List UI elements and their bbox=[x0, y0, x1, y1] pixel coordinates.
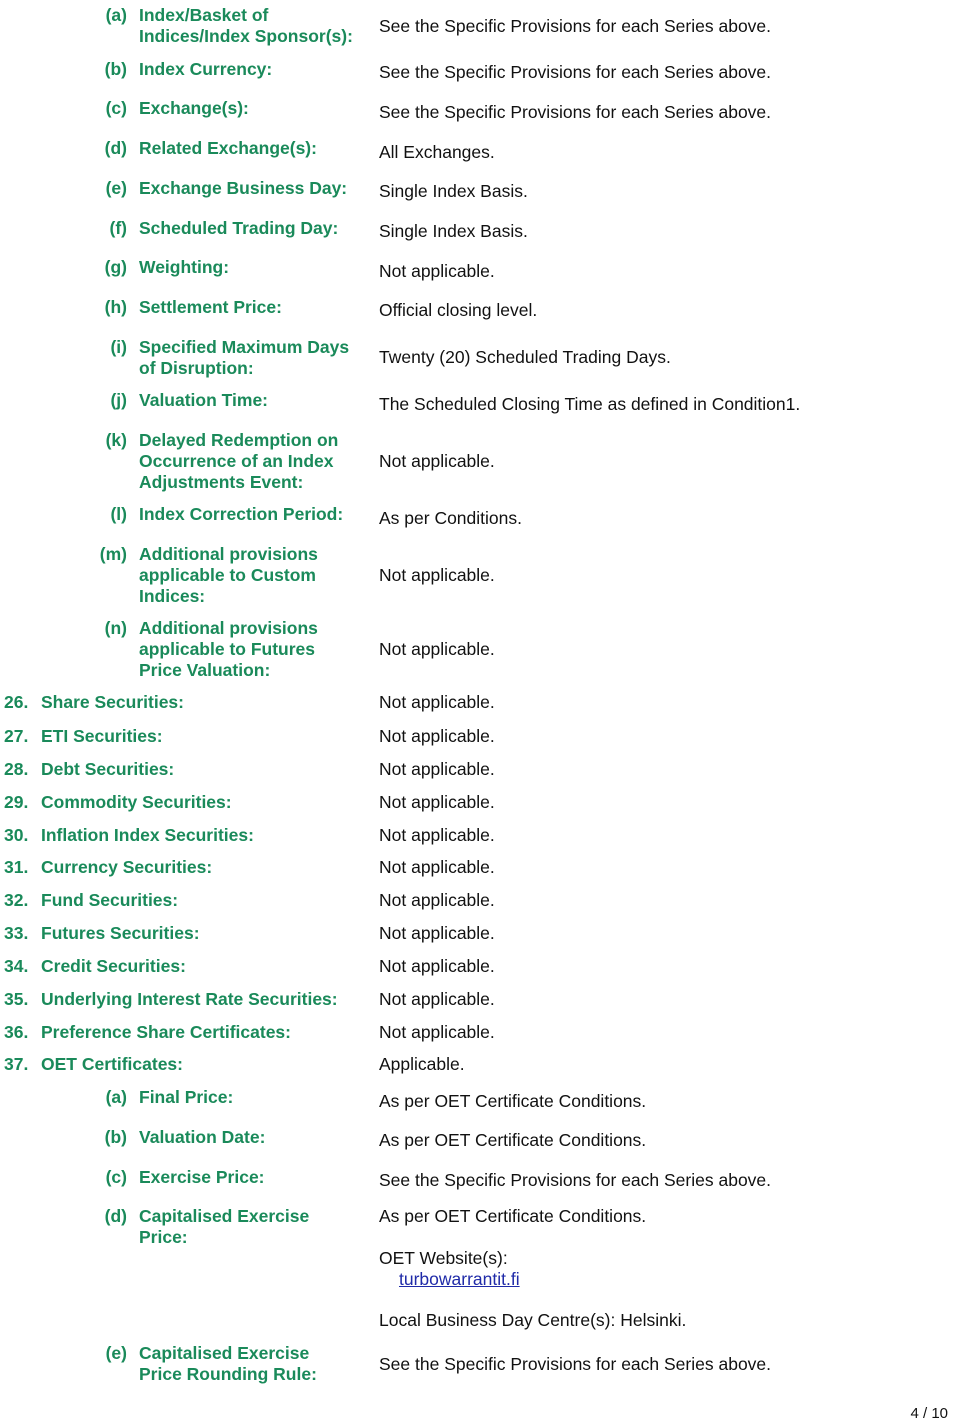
item-letter: (d) bbox=[104, 1206, 127, 1226]
item-value: Not applicable. bbox=[379, 857, 495, 877]
item-value: Not applicable. bbox=[379, 692, 495, 712]
item-value: Not applicable. bbox=[379, 639, 495, 659]
item-value: Single Index Basis. bbox=[379, 181, 528, 201]
item-value: See the Specific Provisions for each Series above. bbox=[379, 62, 772, 82]
item-value: See the Specific Provisions for each Series above. bbox=[379, 1170, 772, 1190]
item-letter: (j) bbox=[110, 390, 127, 410]
page-number: 4 / 10 bbox=[910, 1405, 948, 1422]
item-label: Settlement Price: bbox=[139, 297, 282, 317]
item-value: Not applicable. bbox=[379, 261, 495, 281]
item-label: Share Securities: bbox=[41, 692, 184, 712]
item-letter: (l) bbox=[110, 504, 127, 524]
item-letter: (k) bbox=[105, 430, 127, 450]
item-number: 33. bbox=[4, 923, 29, 943]
item-value: The Scheduled Closing Time as defined in Condition1. bbox=[379, 394, 801, 414]
item-letter: (a) bbox=[105, 5, 127, 25]
item-value: Twenty (20) Scheduled Trading Days. bbox=[379, 347, 671, 367]
item-label: Scheduled Trading Day: bbox=[139, 218, 339, 238]
item-label: Underlying Interest Rate Securities: bbox=[41, 989, 338, 1009]
item-letter: (a) bbox=[105, 1087, 127, 1107]
oet-website-label: OET Website(s): bbox=[379, 1248, 508, 1268]
item-value: See the Specific Provisions for each Series above. bbox=[379, 16, 772, 36]
item-value: As per OET Certificate Conditions. bbox=[379, 1130, 647, 1150]
item-value: As per OET Certificate Conditions. bbox=[379, 1091, 647, 1111]
item-label: Valuation Time: bbox=[139, 390, 269, 410]
item-label: Debt Securities: bbox=[41, 759, 175, 779]
item-label: Fund Securities: bbox=[41, 890, 179, 910]
item-label: ETI Securities: bbox=[41, 726, 163, 746]
item-label: Index/Basket of Indices/Index Sponsor(s): bbox=[139, 5, 353, 46]
item-label: Final Price: bbox=[139, 1087, 234, 1107]
item-number: 26. bbox=[4, 692, 29, 712]
item-number: 32. bbox=[4, 890, 29, 910]
item-letter: (b) bbox=[104, 1127, 127, 1147]
item-letter: (i) bbox=[110, 337, 127, 357]
item-label: Index Correction Period: bbox=[139, 504, 344, 524]
item-label: Inflation Index Securities: bbox=[41, 825, 254, 845]
item-label: Index Currency: bbox=[139, 59, 273, 79]
item-letter: (n) bbox=[104, 618, 127, 638]
item-letter: (e) bbox=[105, 178, 127, 198]
item-number: 35. bbox=[4, 989, 29, 1009]
local-business-day: Local Business Day Centre(s): Helsinki. bbox=[379, 1310, 687, 1330]
item-label: Specified Maximum Days of Disruption: bbox=[139, 337, 350, 378]
item-number: 34. bbox=[4, 956, 29, 976]
item-label: Additional provisions applicable to Futures Price Valuation: bbox=[139, 618, 318, 680]
item-letter: (h) bbox=[104, 297, 127, 317]
item-value: Not applicable. bbox=[379, 956, 495, 976]
item-value: Not applicable. bbox=[379, 989, 495, 1009]
item-label: Currency Securities: bbox=[41, 857, 213, 877]
item-value: Not applicable. bbox=[379, 890, 495, 910]
item-label: Preference Share Certificates: bbox=[41, 1022, 291, 1042]
item-number: 36. bbox=[4, 1022, 29, 1042]
item-value: All Exchanges. bbox=[379, 142, 495, 162]
item-value: Not applicable. bbox=[379, 923, 495, 943]
item-value: Not applicable. bbox=[379, 825, 495, 845]
item-number: 27. bbox=[4, 726, 29, 746]
item-value: As per OET Certificate Conditions. bbox=[379, 1206, 647, 1226]
item-letter: (f) bbox=[109, 218, 127, 238]
item-letter: (m) bbox=[99, 544, 127, 564]
item-letter: (d) bbox=[104, 138, 127, 158]
item-label: Capitalised Exercise Price Rounding Rule: bbox=[139, 1343, 317, 1384]
item-value: Not applicable. bbox=[379, 726, 495, 746]
item-number: 28. bbox=[4, 759, 29, 779]
item-label: Commodity Securities: bbox=[41, 792, 232, 812]
item-value: Not applicable. bbox=[379, 1022, 495, 1042]
item-label: Exercise Price: bbox=[139, 1167, 265, 1187]
item-value: Single Index Basis. bbox=[379, 221, 528, 241]
item-letter: (c) bbox=[105, 98, 127, 118]
item-label: Futures Securities: bbox=[41, 923, 200, 943]
item-value: Not applicable. bbox=[379, 759, 495, 779]
item-value: Not applicable. bbox=[379, 565, 495, 585]
item-value: Not applicable. bbox=[379, 451, 495, 471]
item-value: Not applicable. bbox=[379, 792, 495, 812]
item-letter: (b) bbox=[104, 59, 127, 79]
oet-website-link[interactable]: turbowarrantit.fi bbox=[399, 1269, 520, 1289]
item-label: OET Certificates: bbox=[41, 1054, 183, 1074]
item-number: 31. bbox=[4, 857, 29, 877]
item-value: Applicable. bbox=[379, 1054, 465, 1074]
item-label: Delayed Redemption on Occurrence of an Index Adjustments Event: bbox=[139, 430, 339, 492]
item-label: Credit Securities: bbox=[41, 956, 186, 976]
item-label: Weighting: bbox=[139, 257, 230, 277]
item-letter: (e) bbox=[105, 1343, 127, 1363]
item-number: 30. bbox=[4, 825, 29, 845]
item-value: As per Conditions. bbox=[379, 508, 522, 528]
item-label: Related Exchange(s): bbox=[139, 138, 317, 158]
item-label: Exchange(s): bbox=[139, 98, 249, 118]
item-letter: (c) bbox=[105, 1167, 127, 1187]
item-number: 37. bbox=[4, 1054, 29, 1074]
item-letter: (g) bbox=[104, 257, 127, 277]
item-value: See the Specific Provisions for each Series above. bbox=[379, 1354, 772, 1374]
item-value: Official closing level. bbox=[379, 300, 538, 320]
item-number: 29. bbox=[4, 792, 29, 812]
item-label: Exchange Business Day: bbox=[139, 178, 348, 198]
item-label: Capitalised Exercise Price: bbox=[139, 1206, 310, 1247]
item-value: See the Specific Provisions for each Series above. bbox=[379, 102, 772, 122]
item-label: Valuation Date: bbox=[139, 1127, 266, 1147]
item-label: Additional provisions applicable to Custom Indices: bbox=[139, 544, 318, 606]
